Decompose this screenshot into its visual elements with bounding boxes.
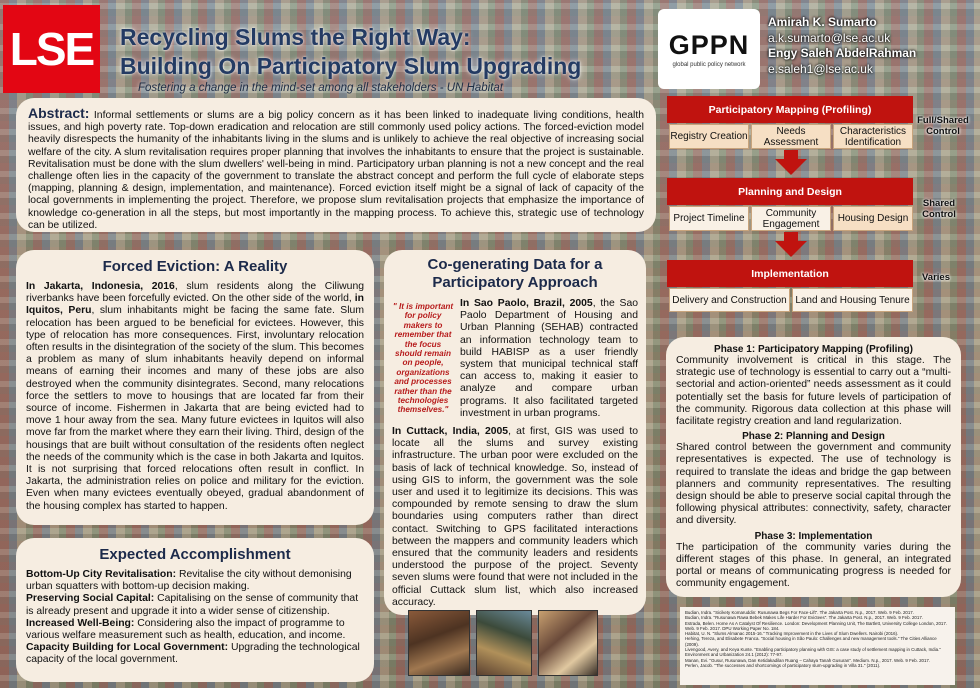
expected-item-text: Revitalise the city without demonising urban squatters with bottom-up decision making. (26, 569, 352, 593)
expected-item (26, 569, 364, 593)
flow-arrow-1 (775, 159, 807, 175)
reference-item: Perlen, Jacob. "The successes and shortcomings of participatory slum-upgrading in Villa 31." (2011). (685, 662, 881, 668)
flow-cell-needs: Needs Assessment (751, 124, 831, 149)
forced-eviction-heading: Forced Eviction: A Reality (102, 258, 288, 275)
flow-cell-timeline: Project Timeline (669, 206, 749, 231)
reference-item: Budian, Indra. "Rusunawa Rawa Bebek Makes Life Harder For Evictees". The Jakarta Post. N.p., 2017. Web. 9 Feb. 2017. (685, 615, 923, 621)
forced-text-1: , slum residents along the Ciliwung riverbanks have been forcefully evicted. On the other side of the world, (26, 281, 364, 305)
expected-item (26, 593, 364, 617)
poster-subtitle: Fostering a change in the mind-set among all stakeholders - UN Habitat (138, 82, 503, 94)
expected-item (26, 642, 364, 666)
sao-paolo-label: In Sao Paolo, Brazil, 2005 (460, 298, 593, 309)
cogen-text-2: , at first, GIS was used to locate all the slums and survey existing infrastructure. The urban poor were excluded on the basis of lack of technical knowledge. So, instead of using GIS to inform, the government was the sole user and used it to legitimize its decisions. This was compounded by remote sensing to draw the slum boundaries using computers rather than direct contact. Switching to GPS facilitated interactions between the mappers and community leaders which ensured that the community leaders and residents understood the purpose of the project. Seventy seven slums were found that were not included in the official Cuttack slum list, which also increased accuracy. (392, 426, 639, 608)
iquitos-label: in Iquitos, Peru (26, 293, 364, 317)
expected-item-label: Preserving Social Capital: (26, 593, 155, 605)
phase-1-title: Phase 1: Participatory Mapping (Profiling) (714, 344, 913, 355)
flow-cell-characteristics: Characteristics Identification (833, 124, 913, 149)
expected-item-text: Considering also the impact of programme to various welfare measurement such as health, education, and income. (26, 617, 346, 642)
flow-stage-3-control: Varies (922, 272, 950, 283)
cogen-heading: Co-generating Data for a Participatory Approach (427, 256, 603, 291)
reference-item: Estrada, Belen. Home As A Catalyst Of Resilience. London: Development Planning Unit, The Bartlett, University College London, 2017. Web. 9 Feb. 2017. DPU Working Paper No. 184. (685, 620, 948, 631)
poster-title-line2: Building On Participatory Slum Upgrading (120, 53, 582, 79)
flow-cell-engagement: Community Engagement (751, 206, 831, 231)
expected-item (26, 618, 364, 642)
author-email-2[interactable]: e.saleh1@lse.ac.uk (768, 62, 873, 76)
pull-quote: " It is important for policy makers to remember that the focus should remain on people, organizations and processes rather than the technologies themselves." (392, 302, 454, 415)
flow-cell-delivery: Delivery and Construction (669, 288, 790, 312)
abstract-body (28, 107, 644, 232)
jakarta-label: In Jakarta, Indonesia, 2016 (26, 281, 175, 292)
expected-item-label: Increased Well-Being: (26, 617, 135, 629)
abstract-text: Informal settlements or slums are a big policy concern as it has been linked to inadequate living conditions, health issues, and high poverty rate. Top-down eradication and relocation are still commonly used policy actions. The forced-eviction model heavily disrespects the humanity of the inhabitants living in the slums and is unlikely to achieve the real objective of increasing social welfare of the city. A slum revitalisation requires proper planning that involves the inhabitants to ensure that the project is sustainable. Revitalisation must be done with the slum dwellers' well-being in mind. Participatory urban planning is not a new concept and the real challenge often lies in the capacity of the government to translate the abstract concept and perform the full cycle of elaborate steps (mapping, planning & design, implementation, and maintenance). Forced eviction itself might be a signal of lack of capacity of the local governments in implementing the project. Therefore, we propose slum revitalisation projects that emphasize the importance of knowledge co-generation in all the steps, but most importantly in the mapping process. To achieve this, strategic use of technology can be utilized. (28, 110, 645, 231)
author-name-1: Amirah K. Sumarto (768, 15, 877, 29)
phases-panel (666, 337, 961, 597)
flow-stage-1-control: Full/Shared Control (917, 115, 969, 137)
flow-cell-tenure: Land and Housing Tenure (792, 288, 913, 312)
references-box (680, 607, 955, 685)
cuttack-label: In Cuttack, India, 2005 (392, 426, 509, 438)
expected-accomplishment-panel (16, 538, 374, 682)
lse-logo: LSE (3, 5, 100, 93)
field-photo-2 (476, 610, 532, 676)
gppn-logo-tagline: global public policy network (672, 62, 746, 68)
cogen-panel (384, 250, 646, 615)
abstract-panel (16, 98, 656, 232)
gppn-logo-word: GPPN (668, 30, 750, 60)
flow-cell-registry: Registry Creation (669, 124, 749, 149)
phase-1-text: Community involvement is critical in this stage. The strategic use of technology is essential to carry out a “multi-sectorial and action-oriented” needs assessment as it could potentially set the basis for future levels of participation of the community. Rigorous data collection at this phase will facilitate registry creation and land regularization. (676, 355, 951, 428)
expected-heading: Expected Accomplishment (99, 546, 291, 563)
field-photo-1 (408, 610, 470, 676)
gppn-logo (658, 9, 760, 89)
expected-list (26, 569, 364, 667)
flow-stage-1-title: Participatory Mapping (Profiling) (667, 96, 913, 123)
phase-2-title: Phase 2: Planning and Design (742, 431, 885, 443)
flow-stage-3-title: Implementation (667, 260, 913, 287)
expected-item-text: Upgrading the technological capacity of the local government. (26, 642, 360, 666)
reference-item: Hehing, Tereza, and Elisabete Franca. "Social housing in São Paulo: Challenges and new management tools." The Cities Alliance (2009). (685, 636, 937, 647)
cogen-text-1: , the Sao Paolo Department of Housing and Urban Planning (SEHAB) contracted an information technology team to build HABISP as a user friendly system that municipal technical staff can access to, making it easier to analyze and compare urban programs. It also facilitated targeted investment in urban programs. (460, 298, 639, 419)
phase-3-title: Phase 3: Implementation (754, 530, 873, 542)
flow-arrow-2 (775, 241, 807, 257)
reference-item: Habitat, U. N. "Slums Almanac 2015-16." Tracking Improvement in the Lives of Slum Dwellers. Nairobi (2016). (685, 631, 899, 637)
phase-2-text: Shared control between the government and community representatives is expected. The use of technology is required to translate the ideas and bridge the gap between planners and community representatives. The resulting design should be able to preserve social capital through the following physical attributes: connectivity, safety, character and diversity. (676, 442, 951, 527)
author-email-1[interactable]: a.k.sumarto@lse.ac.uk (768, 31, 891, 45)
forced-eviction-panel (16, 250, 374, 525)
flow-stage-2-title: Planning and Design (667, 178, 913, 205)
expected-item-label: Capacity Building for Local Government: (26, 642, 229, 654)
reference-item: Manan, Evi. "Gusur, Rusunawa, Dan Ketidakadilan Ruang – Cahaya Tanah Gusuran". Medium. N.p., 2017. Web. 9 Feb. 2017. (685, 657, 931, 663)
forced-eviction-body (26, 281, 364, 513)
reference-item: Livengood, Avery, and Keya Kunte. "Enabling participatory planning with GIS: a case study of settlement mapping in Cuttack, India." Environment and Urbanization 24.1 (2012): 77-97. (685, 647, 941, 658)
flow-stage-2-control: Shared Control (922, 198, 956, 220)
phase-3-text: The participation of the community varies during the different stages of this phase. In general, an integrated portal or means of communicating progress is needed for community engagement. (676, 541, 951, 590)
cogen-body (392, 298, 638, 609)
forced-text-2: , slum inhabitants might be facing the same fate. Slum relocation has been argued to be beneficial for evictees. However, this type of relocation has more consequences. First, involuntary relocation often results in the disintegration of the society of the slum. This becomes a problem as many of slum inhabitants heavily depend on informal means of earning their incomes and many of these jobs are also destroyed when the community disintegrates. Second, many relocations force the settlers to move to housings that are located far from their source of income. Fishermen in Jakarta that are being evicted had to move 1 hour away from the sea. Many future evictees in Iquitos will also move far from the market where they earn their living. Third, design of the housings that are built without consultation of the residents often neglect the needs of the community which is the case in both Jakarta and Iquitos. It is not surprising that forced relocations often result in conflict. In Jakarta, the administration relies on police and military for the eviction. Even when many evictees eventually obeyed, gradual abandonment of the housing complex has started to happen. (26, 305, 364, 512)
reference-item: Budian, Indra. "Sicikety Komaruddin: Rusunawa Begs For Face-Lift". The Jakarta Post. N.p., 2017. Web. 9 Feb. 2017. (685, 610, 914, 615)
expected-item-label: Bottom-Up City Revitalisation: (26, 569, 177, 580)
field-photo-3 (538, 610, 598, 676)
abstract-heading: Abstract: (28, 105, 90, 121)
poster-title-line1: Recycling Slums the Right Way: (120, 24, 471, 50)
author-name-2: Engy Saleh AbdelRahman (768, 46, 917, 60)
flow-cell-housing-design: Housing Design (833, 206, 913, 231)
expected-item-text: Capitalising on the sense of community that is already present and upgrade it into a wider sense of citizenship. (26, 593, 359, 617)
